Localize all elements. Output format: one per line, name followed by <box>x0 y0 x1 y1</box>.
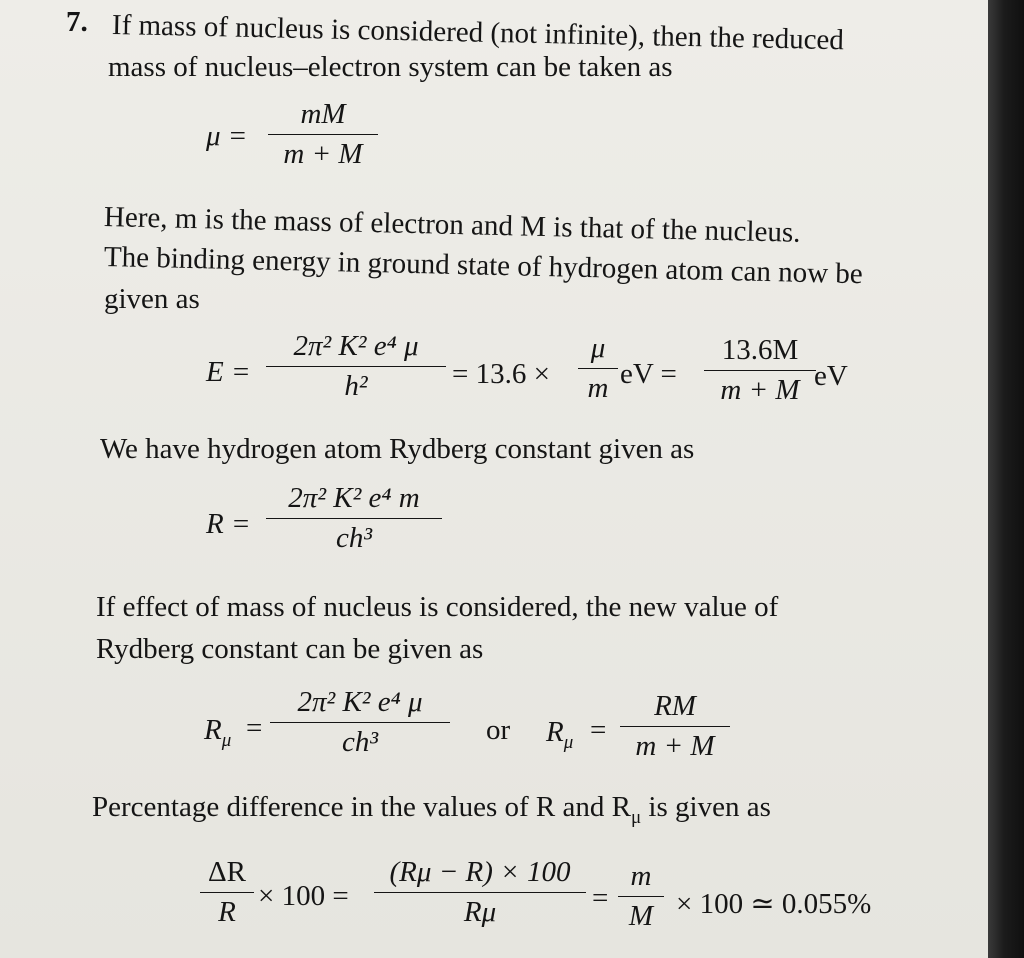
pct-fraction-1 <box>200 856 254 929</box>
here-line-2: The binding energy in ground state of hydrogen atom can now be <box>103 241 864 291</box>
energy-fraction-3 <box>704 334 816 407</box>
rydberg-fraction <box>266 482 442 555</box>
energy-f1-numerator: 2π² K² e⁴ μ <box>293 330 419 362</box>
rydberg-lhs: R = <box>206 508 251 540</box>
energy-fraction-1 <box>266 330 446 403</box>
rmu-f1-numerator: 2π² K² e⁴ μ <box>297 686 423 718</box>
fraction-bar <box>704 370 816 371</box>
fraction-bar <box>618 896 664 897</box>
rmu-f2-numerator: RM <box>654 690 696 722</box>
pct-f1-numerator: ΔR <box>208 856 246 888</box>
fraction-bar <box>578 368 618 369</box>
rmu-equals-2: = <box>590 714 607 746</box>
pct-f2-denominator: Rμ <box>463 896 497 928</box>
pct-f3-numerator: m <box>630 860 652 892</box>
mu-lhs: μ = <box>206 120 248 152</box>
energy-ev-1: eV = <box>620 358 677 390</box>
mu-fraction <box>268 98 378 171</box>
rydberg-numerator: 2π² K² e⁴ m <box>288 482 420 514</box>
pct-f2-numerator: (Rμ − R) × 100 <box>389 856 571 888</box>
rydberg-paragraph: We have hydrogen atom Rydberg constant given as <box>100 433 695 465</box>
here-line-1: Here, m is the mass of electron and M is that of the nucleus. <box>103 201 801 249</box>
energy-f1-denominator: h² <box>344 370 368 402</box>
energy-f3-denominator: m + M <box>720 374 800 406</box>
pct-fraction-3 <box>618 860 664 933</box>
intro-line-1: If mass of nucleus is considered (not infinite), then the reduced <box>111 9 845 57</box>
energy-lhs: E = <box>206 356 251 388</box>
pct-f3-denominator: M <box>628 900 654 932</box>
rmu-fraction-1 <box>270 686 450 759</box>
pct-fraction-2 <box>374 856 586 929</box>
fraction-bar <box>620 726 730 727</box>
rmu-f1-denominator: ch³ <box>341 726 379 758</box>
pct-equals-2: = <box>592 882 609 914</box>
fraction-bar <box>374 892 586 893</box>
rydberg-denominator: ch³ <box>335 522 373 554</box>
energy-f2-denominator: m <box>587 372 609 404</box>
fraction-bar <box>266 518 442 519</box>
effect-line-2: Rydberg constant can be given as <box>96 633 484 665</box>
percentage-paragraph: Percentage difference in the values of R and $R_\mu$ is given as <box>92 791 771 828</box>
energy-fraction-2 <box>578 332 618 405</box>
effect-line-1: If effect of mass of nucleus is considered, the new value of <box>96 591 779 623</box>
pct-mid: × 100 = <box>258 880 349 912</box>
book-binding-edge <box>988 0 1024 958</box>
question-number: 7. <box>66 6 88 38</box>
energy-f2-numerator: μ <box>590 332 606 364</box>
or-text: or <box>486 714 511 746</box>
rmu-lhs: $R_\mu$ <box>204 714 232 751</box>
fraction-bar <box>200 892 254 893</box>
energy-ev-2: eV <box>814 360 848 392</box>
intro-line-2: mass of nucleus–electron system can be taken as <box>108 51 673 83</box>
mu-numerator: mM <box>300 98 346 130</box>
energy-mid: = 13.6 × <box>452 358 550 390</box>
fraction-bar <box>266 366 446 367</box>
rmu-fraction-2 <box>620 690 730 763</box>
energy-f3-numerator: 13.6M <box>721 334 799 366</box>
rmu-equals: = <box>246 712 263 744</box>
pct-f1-denominator: R <box>218 896 236 928</box>
rmu-lhs-2: $R_\mu$ <box>546 716 574 753</box>
mu-denominator: m + M <box>283 138 363 170</box>
rmu-f2-denominator: m + M <box>635 730 715 762</box>
pct-result: × 100 ≃ 0.055% <box>676 888 872 920</box>
here-line-3: given as <box>104 283 200 315</box>
fraction-bar <box>270 722 450 723</box>
fraction-bar <box>268 134 378 135</box>
